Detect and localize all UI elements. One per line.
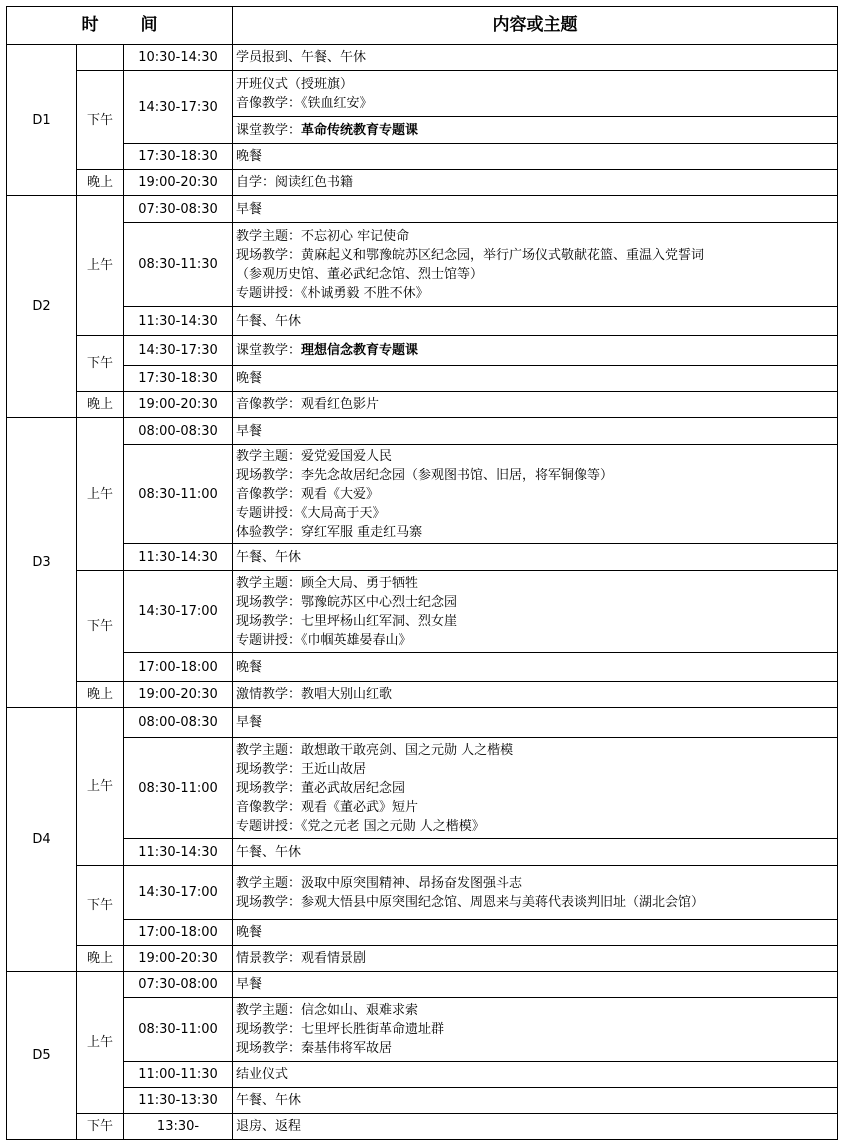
period-cell: 下午 xyxy=(77,71,124,170)
time-cell: 11:00-11:30 xyxy=(124,1062,233,1088)
table-row xyxy=(7,920,838,946)
content-line: 晚餐 xyxy=(236,371,263,386)
time-cell: 11:30-14:30 xyxy=(124,544,233,571)
content-cell xyxy=(233,1062,838,1088)
table-row xyxy=(7,1062,838,1088)
content-line: 早餐 xyxy=(236,423,263,439)
content-cell xyxy=(233,392,838,418)
day-cell: D1 xyxy=(7,45,77,196)
time-cell: 19:00-20:30 xyxy=(124,682,233,708)
content-line: 专题讲授：《大局高于天》 xyxy=(236,505,386,521)
time-cell: 08:00-08:30 xyxy=(124,708,233,738)
time-cell: 11:30-14:30 xyxy=(124,839,233,866)
time-cell: 08:00-08:30 xyxy=(124,418,233,445)
content-line: 专题讲授：《朴诚勇毅 不胜不休》 xyxy=(236,285,429,301)
table-row xyxy=(7,544,838,571)
content-line: 教学主题：信念如山、艰难求索 xyxy=(236,1003,419,1018)
table-row xyxy=(7,1088,838,1114)
schedule-table xyxy=(6,6,838,1140)
time-cell: 19:00-20:30 xyxy=(124,392,233,418)
time-cell: 14:30-17:00 xyxy=(124,571,233,653)
content-line: 早餐 xyxy=(236,201,263,217)
table-row xyxy=(7,946,838,972)
table-row xyxy=(7,866,838,920)
table-row xyxy=(7,1114,838,1140)
content-cell xyxy=(233,998,838,1062)
time-cell: 07:30-08:00 xyxy=(124,972,233,998)
content-line: 现场教学：王近山故居 xyxy=(236,761,367,777)
content-cell xyxy=(233,653,838,682)
period-cell: 晚上 xyxy=(77,946,124,972)
time-cell: 08:30-11:00 xyxy=(124,445,233,544)
content-cell xyxy=(233,307,838,336)
time-cell: 17:00-18:00 xyxy=(124,920,233,946)
time-cell: 13:30- xyxy=(124,1114,233,1140)
table-row xyxy=(7,653,838,682)
table-row xyxy=(7,223,838,307)
content-line: 音像教学：观看红色影片 xyxy=(236,397,380,412)
table-row xyxy=(7,839,838,866)
period-cell: 晚上 xyxy=(77,392,124,418)
time-cell: 17:00-18:00 xyxy=(124,653,233,682)
time-cell: 08:30-11:30 xyxy=(124,223,233,307)
time-cell: 10:30-14:30 xyxy=(124,45,233,71)
table-row xyxy=(7,682,838,708)
content-cell xyxy=(233,738,838,839)
day-cell: D2 xyxy=(7,196,77,418)
content-line: 音像教学：观看《董必武》短片 xyxy=(236,799,419,815)
table-row xyxy=(7,708,838,738)
content-cell xyxy=(233,839,838,866)
content-cell xyxy=(233,682,838,708)
time-cell: 07:30-08:30 xyxy=(124,196,233,223)
content-cell xyxy=(233,946,838,972)
content-line: 晚餐 xyxy=(236,925,263,940)
period-cell: 上午 xyxy=(77,196,124,336)
period-cell: 下午 xyxy=(77,1114,124,1140)
content-line: （参观历史馆、董必武纪念馆、烈士馆等） xyxy=(236,266,484,282)
content-cell xyxy=(233,418,838,445)
content-cell xyxy=(233,708,838,738)
content-cell xyxy=(233,45,838,71)
period-cell: 晚上 xyxy=(77,682,124,708)
time-cell: 08:30-11:00 xyxy=(124,738,233,839)
content-line: 专题讲授：《巾帼英雄晏春山》 xyxy=(236,632,412,648)
content-line: 音像教学：《铁血红安》 xyxy=(236,95,373,111)
content-cell xyxy=(233,1088,838,1114)
content-line: 午餐、午休 xyxy=(236,844,302,860)
content-cell xyxy=(233,117,838,144)
content-prefix: 课堂教学： xyxy=(236,343,302,358)
content-cell xyxy=(233,1114,838,1140)
content-line: 午餐、午休 xyxy=(236,313,302,329)
content-emphasis: 革命传统教育专题课 xyxy=(301,122,419,138)
content-line: 激情教学：教唱大别山红歌 xyxy=(236,687,393,702)
content-line: 音像教学：观看《大爱》 xyxy=(236,486,380,502)
period-cell: 上午 xyxy=(77,972,124,1114)
content-line: 教学主题：不忘初心 牢记使命 xyxy=(236,228,410,244)
content-cell xyxy=(233,972,838,998)
content-cell xyxy=(233,71,838,117)
content-line: 自学：阅读红色书籍 xyxy=(236,175,354,190)
day-cell: D4 xyxy=(7,708,77,972)
time-cell: 11:30-14:30 xyxy=(124,307,233,336)
content-line: 现场教学：黄麻起义和鄂豫皖苏区纪念园，举行广场仪式敬献花篮、重温入党誓词 xyxy=(236,247,705,263)
content-line: 现场教学：参观大悟县中原突围纪念馆、周恩来与美蒋代表谈判旧址（湖北会馆） xyxy=(236,894,705,910)
period-cell: 下午 xyxy=(77,336,124,392)
content-cell xyxy=(233,866,838,920)
content-line: 专题讲授：《党之元老 国之元勋 人之楷模》 xyxy=(236,818,485,834)
table-row xyxy=(7,71,838,117)
time-cell: 14:30-17:30 xyxy=(124,71,233,144)
content-cell xyxy=(233,366,838,392)
table-row xyxy=(7,45,838,71)
time-cell: 11:30-13:30 xyxy=(124,1088,233,1114)
content-prefix: 课堂教学： xyxy=(236,122,302,138)
content-cell xyxy=(233,571,838,653)
period-cell xyxy=(77,45,124,71)
table-row xyxy=(7,738,838,839)
table-row xyxy=(7,445,838,544)
time-cell: 19:00-20:30 xyxy=(124,170,233,196)
header-time-text: 时 间 xyxy=(81,15,176,35)
time-cell: 17:30-18:30 xyxy=(124,366,233,392)
table-row xyxy=(7,972,838,998)
table-row xyxy=(7,998,838,1062)
content-line: 开班仪式（授班旗） xyxy=(236,76,354,92)
content-cell xyxy=(233,170,838,196)
content-cell xyxy=(233,445,838,544)
content-line: 情景教学：观看情景剧 xyxy=(236,951,367,966)
period-cell: 上午 xyxy=(77,708,124,866)
content-cell xyxy=(233,920,838,946)
table-row xyxy=(7,392,838,418)
table-row xyxy=(7,144,838,170)
content-line: 现场教学：七里坪长胜街革命遗址群 xyxy=(236,1022,445,1037)
time-cell: 14:30-17:00 xyxy=(124,866,233,920)
content-cell xyxy=(233,196,838,223)
content-line: 晚餐 xyxy=(236,659,263,675)
content-cell xyxy=(233,223,838,307)
table-row xyxy=(7,336,838,366)
content-cell xyxy=(233,336,838,366)
period-cell: 晚上 xyxy=(77,170,124,196)
content-emphasis: 理想信念教育专题课 xyxy=(301,343,419,358)
period-cell: 上午 xyxy=(77,418,124,571)
content-line: 学员报到、午餐、午休 xyxy=(236,50,367,65)
content-line: 教学主题：爱党爱国爱人民 xyxy=(236,448,393,464)
content-line: 结业仪式 xyxy=(236,1067,289,1082)
content-line: 晚餐 xyxy=(236,149,263,164)
period-cell: 下午 xyxy=(77,866,124,946)
time-cell: 14:30-17:30 xyxy=(124,336,233,366)
content-line: 现场教学：秦基伟将军故居 xyxy=(236,1041,393,1056)
content-line: 教学主题：汲取中原突围精神、昂扬奋发图强斗志 xyxy=(236,875,523,891)
period-cell: 下午 xyxy=(77,571,124,682)
time-cell: 08:30-11:00 xyxy=(124,998,233,1062)
table-row xyxy=(7,366,838,392)
content-line: 教学主题：顾全大局、勇于牺牲 xyxy=(236,575,419,591)
content-cell xyxy=(233,144,838,170)
table-row xyxy=(7,418,838,445)
content-line: 退房、返程 xyxy=(236,1119,302,1134)
content-line: 早餐 xyxy=(236,977,263,992)
content-line: 现场教学：李先念故居纪念园（参观图书馆、旧居，将军铜像等） xyxy=(236,467,614,483)
content-line: 午餐、午休 xyxy=(236,1093,302,1108)
day-cell: D5 xyxy=(7,972,77,1140)
table-row xyxy=(7,170,838,196)
time-cell: 19:00-20:30 xyxy=(124,946,233,972)
table-row xyxy=(7,196,838,223)
header-row xyxy=(7,7,838,45)
content-cell xyxy=(233,544,838,571)
content-line: 早餐 xyxy=(236,715,263,730)
time-cell: 17:30-18:30 xyxy=(124,144,233,170)
content-line: 体验教学：穿红军服 重走红马寨 xyxy=(236,524,423,540)
header-content: 内容或主题 xyxy=(233,7,838,45)
content-line: 现场教学：鄂豫皖苏区中心烈士纪念园 xyxy=(236,594,458,610)
content-line: 现场教学：董必武故居纪念园 xyxy=(236,780,406,796)
day-cell: D3 xyxy=(7,418,77,708)
content-line: 教学主题：敢想敢干敢亮剑、国之元勋 人之楷模 xyxy=(236,742,514,758)
table-row xyxy=(7,307,838,336)
header-time xyxy=(7,7,233,45)
content-line: 现场教学：七里坪杨山红军洞、烈女崖 xyxy=(236,613,458,629)
table-row xyxy=(7,571,838,653)
content-line: 午餐、午休 xyxy=(236,549,302,565)
